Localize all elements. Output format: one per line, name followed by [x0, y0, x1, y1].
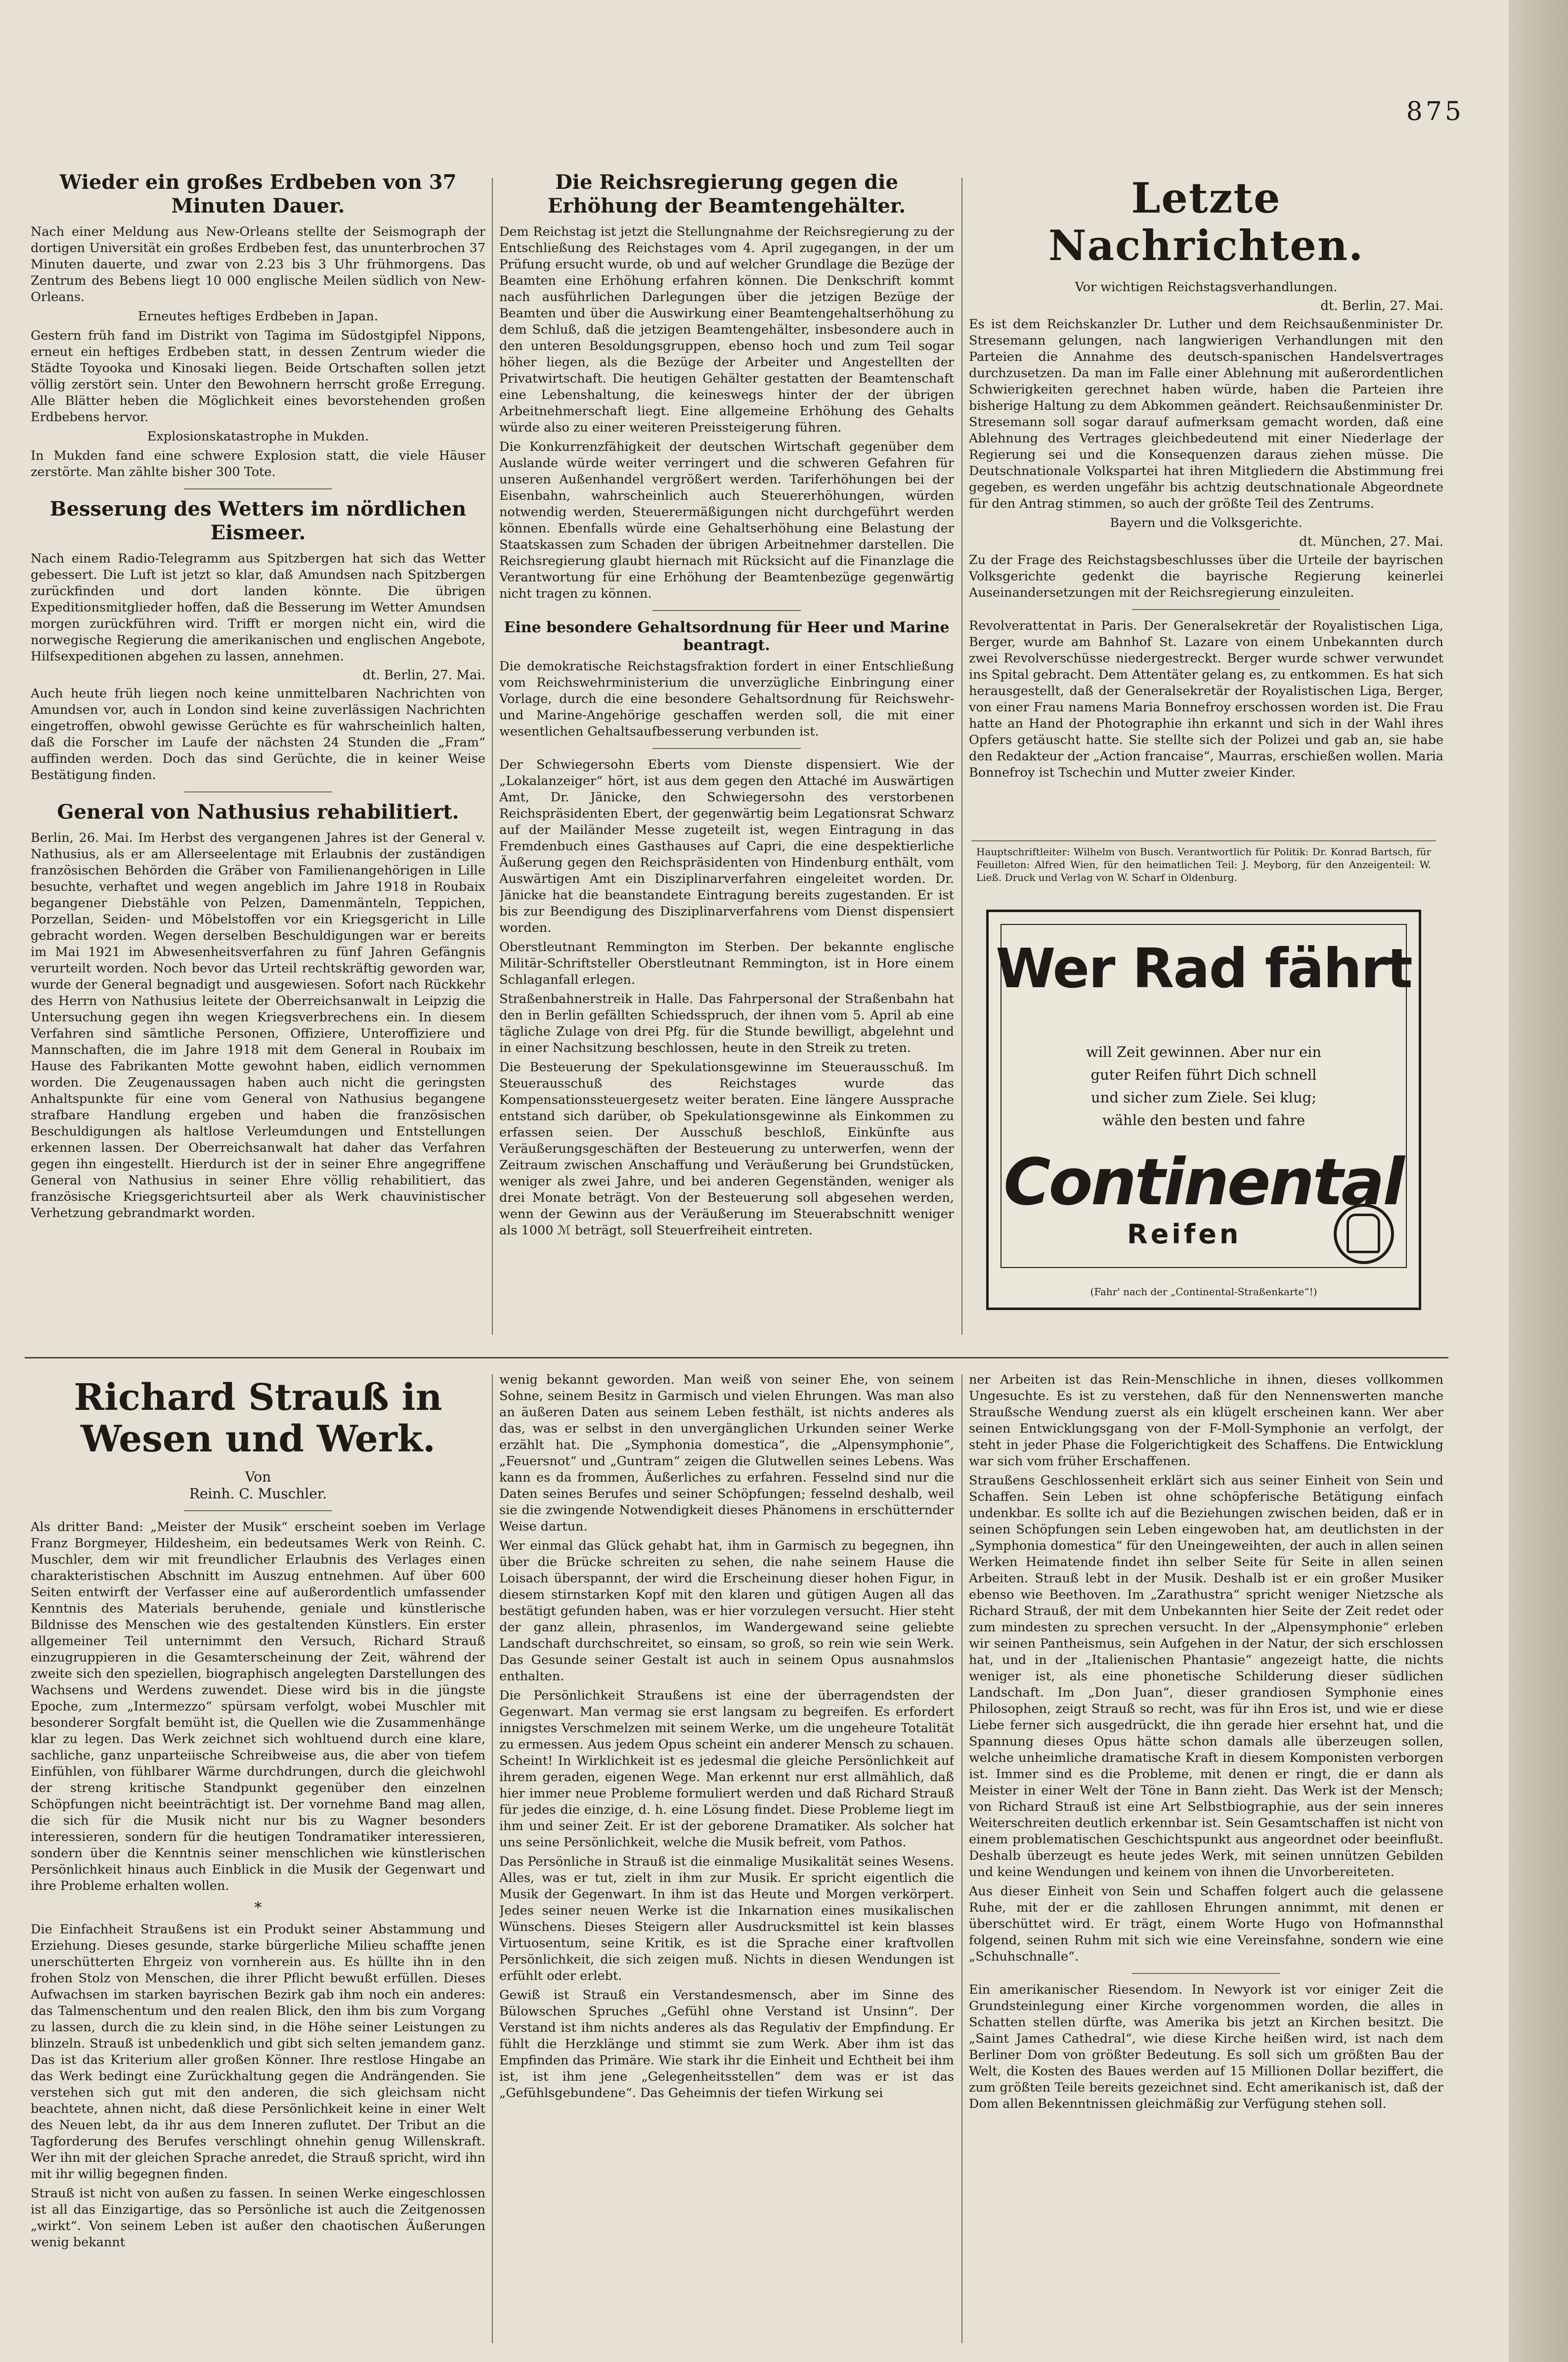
page-edge: [1509, 0, 1568, 2362]
article-text: Straßenbahnerstreik in Halle. Das Fahrpersonal der Straßenbahn hat den in Berlin gefällten Schiedsspruch, der ihnen vom 5. April ab eine tägliche Zulage von drei Pfg. für die Stunde bewilligt, abgelehnt und in einer Nachsitzung beschlossen, heute in den Streik zu treten.: [499, 992, 954, 1055]
article-text: Das Persönliche in Strauß ist die einmalige Musikalität seines Wesens. Alles, was er tut, zielt in ihm zur Musik. Er spricht eigentlich die Musik der Gegenwart. In ihm ist das Heute und Morgen verkörpert. Jedes seiner neuen Werke ist die Inkarnation eines musikalischen Wünschens. Dieses Steigern aller Ausdrucksmittel ist kein blasses Virtuosentum, seine Kritik, es ist die Sprache einer kraftvollen Persönlichkeit, die sich zeigen muß. Nichts in diesen Wendungen ist erfühlt oder erlebt.: [499, 1854, 954, 1983]
article-text: Aus dieser Einheit von Sein und Schaffen folgert auch die gelassene Ruhe, mit der er die zahllosen Ehrungen annimmt, mit denen er überschüttet wird. Er trägt, einem Worte Hugo von Hofmannsthal folgend, seinen Ruhm mit sich wie eine Vereinsfahne, sondern wie eine „Schuhschnalle“.: [969, 1884, 1443, 1964]
ad-body-line: will Zeit gewinnen. Aber nur ein: [1086, 1044, 1322, 1060]
column-rule: [961, 1374, 962, 2343]
article-text: wenig bekannt geworden. Man weiß von seiner Ehe, von seinem Sohne, seinem Besitz in Garmisch und vielen Ehrungen. Was man also an äußeren Daten aus seinem Leben festhält, ist nichts anderes als das, was er selbst in den unvergänglichen Urkunden seiner Werke erzählt hat. Die „Symphonia domestica“, die „Alpensymphonie“, „Feuersnot“ und „Guntram“ zeigen die Glutwellen seines Lebens. Was kann es da frommen, Äußerliches zu erfahren. Fesselnd sind nur die Daten seines Berufes und seiner Schöpfungen; fesselnd deshalb, weil sie die zwingende Notwendigkeit dieses Phänomens in erschütternder Weise dartun.: [499, 1372, 954, 1534]
asterisk-divider: *: [254, 1899, 262, 1917]
page-number: 875: [1406, 97, 1464, 127]
ad-headline: Wer Rad fährt: [996, 937, 1412, 1000]
subheading: Erneutes heftiges Erdbeben in Japan.: [138, 309, 378, 324]
article-text: Die Einfachheit Straußens ist ein Produkt seiner Abstammung und Erziehung. Dieses gesunde, starke bürgerliche Milieu schaffte jenen unerschütterten Ehrgeiz von vornherein aus. Es hüllte ihn in den frohen Stolz von Menschen, die ihrer Pflicht bewußt erfüllen. Dieses Aufwachsen im starken bayrischen Bezirk gab ihm noch ein anderes: das Talmenschentum und den realen Blick, den ihm bis zum Vorgang zu lassen, durch die zu klein sind, in die Höhe seiner Leistungen zu blinzeln. Strauß ist unbedenklich und gibt sich selten jemandem ganz. Das ist das Kriterium aller großen Könner. Ihre restlose Hingabe an das Werk bedingt eine Zurückhaltung gegen die Andrängenden. Sie verstehen sich gut mit den anderen, die sich gleichsam nicht beachtete, ahnen nicht, daß diese Persönlichkeit keine in einer Welt des Neuen lebt, da ihr aus dem Inneren zuflutet. Der Tribut an die Tagforderung des Berufes verschlingt ohnehin genug Willenskraft. Wer ihn mit der gleichen Sprache anredet, die Strauß spricht, wird ihn mit ihr willig begegnen finden.: [31, 1922, 485, 2182]
feuilleton-column-1: [31, 1372, 485, 2351]
ad-body-line: wähle den besten und fahre: [1102, 1112, 1306, 1129]
dateline: dt. Berlin, 27. Mai.: [362, 668, 485, 683]
divider: [184, 488, 332, 489]
ad-brand: Continental: [1003, 1144, 1403, 1220]
headline-gehaltsordnung: Eine besondere Gehaltsordnung für Heer und Marine beantragt.: [504, 619, 950, 654]
article-text: Nach einer Meldung aus New-Orleans stellte der Seismograph der dortigen Universität ein großes Erdbeben fest, das ununterbrochen 37 Minuten dauerte, und zwar von 2.23 bis 3 Uhr frühmorgens. Das Zentrum des Bebens liegt 10 000 englische Meilen südlich von New-Orleans.: [31, 224, 485, 305]
article-text: Gewiß ist Strauß ein Verstandesmensch, aber im Sinne des Bülowschen Spruches „Gefühl ohne Verstand ist Unsinn“. Der Verstand ist ihm nichts anderes als das Regulativ der Empfindung. Er fühlt die Herzklänge und stimmt sie zum Werk. Aber ihm ist das Empfinden das Primäre. Wie stark ihr die Einheit und Echtheit bei ihm ist, ist ihm jene „Gelegenheitsstellen“ dem was er ist das „Gefühlsgebundene“. Das Geheimnis der tiefen Wirkung sei: [499, 1988, 954, 2100]
article-text: ner Arbeiten ist das Rein-Menschliche in ihnen, dieses vollkommen Ungesuchte. Es ist zu verstehen, daß für den Nennenswerten manche Straußsche Wendung zuerst als ein klügelt erscheinen kann. Wer aber seinen Entwicklungsgang von der F-Moll-Symphonie an verfolgt, der steht in jeder Phase die Folgerichtigkeit des Schaffens. Die Entwicklung war sich vom früher Erschaffenen.: [969, 1372, 1443, 1469]
column-rule: [492, 1374, 493, 2343]
headline-earthquake: Wieder ein großes Erdbeben von 37 Minuten Dauer.: [59, 171, 457, 218]
feuilleton-column-2: [499, 1372, 954, 2351]
article-text: Oberstleutnant Remmington im Sterben. Der bekannte englische Militär-Schriftsteller Oberstleutnant Remmington, ist in Hore einem Schlaganfall erlegen.: [499, 940, 954, 987]
ad-product: Reifen: [1127, 1219, 1242, 1250]
section-rule: [25, 1357, 1448, 1358]
divider: [653, 748, 801, 749]
column-rule: [961, 178, 962, 1335]
headline-beamtengehaelter: Die Reichsregierung gegen die Erhöhung der Beamtengehälter.: [547, 171, 906, 218]
article-text: Strauß ist nicht von außen zu fassen. In seinen Werke eingeschlossen ist all das Einzigartige, das so Persönliche ist auch die Zeitgenossen „wirkt“. Von seinem Leben ist außer den chaotischen Äußerungen wenig bekannt: [31, 2186, 485, 2250]
divider: [184, 1510, 332, 1511]
horse-logo-icon: [1334, 1204, 1394, 1264]
article-text: Gestern früh fand im Distrikt von Tagima im Südostgipfel Nippons, erneut ein heftiges Erdbeben statt, in dessen Zentrum wieder die Städte Toyooka und Kinosaki liegen. Beide Ortschaften sollen jetzt völlig zerstört sein. Unter den Bewohnern herrscht große Erregung. Alle Blätter heben die Möglichkeit eines bevorstehenden großen Erdbebens hervor.: [31, 328, 485, 425]
headline-weather: Besserung des Wetters im nördlichen Eismeer.: [49, 497, 467, 544]
subheading: Bayern und die Volksgerichte.: [1110, 516, 1303, 530]
headline-letzte-nachrichten: Letzte Nachrichten.: [1048, 174, 1364, 270]
article-text: Die Persönlichkeit Straußens ist eine der überragendsten der Gegenwart. Man vermag sie erst langsam zu begreifen. Es erfordert innigstes Verschmelzen mit seinem Werke, um die ungeheure Totalität zu ermessen. Aus jedem Opus scheint ein anderer Mensch zu schauen. Scheint! In Wirklichkeit ist es jedesmal die gleiche Persönlichkeit auf ihrem geraden, eigenen Wege. Man erkennt nur erst allmählich, daß hier immer neue Probleme formuliert werden und daß Richard Strauß für jedes die einzige, d. h. eine Lösung findet. Diese Probleme liegt im ihm und seiner Zeit. Er ist der geborene Dramatiker. Als solcher hat uns seine Persönlichkeit, welche die Musik befreit, vom Pathos.: [499, 1688, 954, 1850]
dateline: dt. Berlin, 27. Mai.: [1320, 299, 1443, 313]
divider: [1132, 609, 1280, 610]
article-text: Der Schwiegersohn Eberts vom Dienste dispensiert. Wie der „Lokalanzeiger“ hört, ist aus dem gegen den Attaché im Auswärtigen Amt, Dr. Jänicke, den Schwiegersohn des verstorbenen Reichspräsidenten Ebert, der gegenwärtig beim Legationsrat Schwarz auf der Mailänder Messe zugeteilt ist, wegen Eintragung in das Fremdenbuch eines Gasthauses auf Capri, die eine despektierliche Äußerung gegen den Reichspräsidenten von Hindenburg enthält, vom Auswärtigen Amt ein Disziplinarverfahren eingeleitet worden. Dr. Jänicke hat die beanstandete Eintragung bereits zugestanden. Er ist bis zur Beendigung des Disziplinarverfahrens vom Dienst dispensiert worden.: [499, 757, 954, 935]
column-2: [499, 171, 954, 1337]
feuilleton-column-3: [969, 1372, 1443, 2351]
article-text: Die demokratische Reichstagsfraktion fordert in einer Entschließung vom Reichswehrministerium die unverzügliche Einbringung einer Vorlage, durch die eine besondere Gehaltsordnung für Reichswehr- und Marine-Angehörige geschaffen werden soll, die mit einer wesentlichen Gehaltsaufbesserung verbunden ist.: [499, 659, 954, 739]
article-text: In Mukden fand eine schwere Explosion statt, die viele Häuser zerstörte. Man zählte bisher 300 Tote.: [31, 448, 485, 480]
feuilleton-title: Richard Strauß in Wesen und Werk.: [74, 1376, 442, 1460]
imprint: Hauptschriftleiter: Wilhelm von Busch. Verantwortlich für Politik: Dr. Konrad Bartsch, für Feuilleton: Alfred Wien, für den heimatlichen Teil: J. Meyborg, für den Anzeigenteil: W. Ließ. Druck und Verlag von W. Scharf in Oldenburg.: [976, 846, 1431, 883]
article-text: Auch heute früh liegen noch keine unmittelbaren Nachrichten von Amundsen vor, auch in London sind keine zuverlässigen Nachrichten eingetroffen, obwohl gewisse Gerüchte es für wahrscheinlich halten, daß die Forscher im Laufe der nächsten 24 Stunden die „Fram“ auffinden werden. Doch das sind Gerüchte, die in keiner Weise Bestätigung finden.: [31, 686, 485, 783]
ad-body-line: und sicher zum Ziele. Sei klug;: [1091, 1089, 1316, 1106]
byline-von: Von: [245, 1469, 271, 1485]
article-text: Als dritter Band: „Meister der Musik“ erscheint soeben im Verlage Franz Borgmeyer, Hildesheim, ein bedeutsames Werk von Reinh. C. Muschler, dem wir mit freundlicher Erlaubnis des Verlages einen charakteristischen Abschnitt im Auszug entnehmen. Auf über 600 Seiten entwirft der Verfasser eine auf außerordentlich umfassender Kenntnis des Materials beruhende, geniale und künstlerische Bildnisse des Menschen wie des gestaltenden Künstlers. Ein erster allgemeiner Teil unternimmt den Versuch, Richard Strauß einzugruppieren in die Gesamterscheinung der Zeit, während der zweite sich den speziellen, biographisch angelegten Darstellungen des Wachsens und Werdens zuwendet. Diese wird bis in die jüngste Epoche, zum „Intermezzo“ spürsam verfolgt, wobei Muschler mit besonderer Sorgfalt bemüht ist, die Quellen wie die Zusammenhänge klar zu legen. Das Werk zeichnet sich wohltuend durch eine klare, sachliche, ganz unparteiische Schreibweise aus, die aber von tiefem Einfühlen, von fühlbarer Wärme durchdrungen, durch die gleichwohl der streng kritische Standpunkt gegenüber den einzelnen Schöpfungen nicht beeinträchtigt ist. Der vornehme Band mag allen, die sich für die Musik nicht nur bis zu Wagner besonders interessieren, sondern für die heutigen Tondramatiker interessieren, sondern über die Kenntnis seiner menschlichen wie künstlerischen Persönlichkeit hinaus auch Einblick in die Musik der Gegenwart und ihre Probleme erhalten wollen.: [31, 1520, 485, 1893]
article-text: Die Besteuerung der Spekulationsgewinne im Steuerausschuß. Im Steuerausschuß des Reichstages wurde das Kompensationssteuergesetz weiter beraten. Eine längere Aussprache entstand sich darüber, ob Spekulationsgewinne als Einkommen zu erfassen seien. Der Ausschuß beschloß, Einkünfte aus Veräußerungsgeschäften der Besteuerung zu unterwerfen, wenn der Zeitraum zwischen Anschaffung und Veräußerung bei Grundstücken, weniger als zwei Jahre, und bei anderen Gegenständen, weniger als drei Monate beträgt. Von der Besteuerung soll abgesehen werden, wenn der Gewinn aus der Veräußerung im Steuerabschnitt weniger als 1000 ℳ beträgt, soll Steuerfreiheit eintreten.: [499, 1060, 954, 1238]
article-text: Straußens Geschlossenheit erklärt sich aus seiner Einheit von Sein und Schaffen. Sein Leben ist ohne schöpferische Betätigung einfach undenkbar. Es sollte ich auf die Beziehungen zwischen beiden, daß er in seinen Schöpfungen sein Leben eingewoben hat, am deutlichsten in der „Symphonia domestica“ für den Uneingeweihten, der auch in allen seinen Werken Heimatende findet ihn selber Seite für Seite in allen seinen Arbeiten. Strauß lebt in der Musik. Deshalb ist er ein großer Musiker ebenso wie Beethoven. Im „Zarathustra“ spricht weniger Nietzsche als Richard Strauß, der mit dem Unbekannten hier Seite der Zeit redet oder zum mindesten zu sprechen versucht. In der „Alpensymphonie“ erleben wir seinen Pantheismus, sein Aufgehen in der Natur, der sich erschlossen hat, und in der „Italienischen Phantasie“ angezeigt hatte, die nichts weniger ist, als eine phonetische Schilderung dieser südlichen Landschaft. Im „Don Juan“, dieser grandiosen Symphonie eines Philosophen, zeigt Strauß so recht, was für ihn Eros ist, und wie er diese Liebe ferner sich ausgedrückt, die ihn gerade hier ersehnt hat, und die Spannung dieses Opus hätte schon damals alle überzeugen sollen, welche unheimliche dramatische Kraft in diesem Komponisten verborgen ist. Immer sind es die Probleme, mit denen er ringt, die er dann als Meister in einer Welt der Töne in Bann zieht. Das Werk ist der Mensch; von Richard Strauß ist eine Art Selbstbiographie, aus der sein inneres Weiterschreiten deutlich erkennbar ist. Sein Gesamtschaffen ist nicht von einem problematischen Geschichtspunkt aus angeordnet oder beeinflußt. Deshalb überzeugt es heute jedes Werk, mit seinen unnützen Gebilden und keine Wendungen und keinem von ihnen die Unvorbereiteten.: [969, 1473, 1443, 1880]
headline-nathusius: General von Nathusius rehabilitiert.: [57, 800, 459, 824]
continental-advertisement: [986, 910, 1421, 1310]
article-text: Dem Reichstag ist jetzt die Stellungnahme der Reichsregierung zu der Entschließung des Reichstages vom 4. April zugegangen, in der um Prüfung ersucht wurde, ob und auf welcher Grundlage die Bezüge der Beamten eine Erhöhung erfahren können. Die Denkschrift kommt nach ausführlichen Darlegungen über die jetzigen Bezüge der Beamten und über die Auswirkung einer Beamtengehaltserhöhung zu dem Schluß, daß die jetzigen Beamtengehälter, insbesondere auch in den unteren Besoldungsgruppen, ebenso hoch und zum Teil sogar höher liegen, als die Bezüge der Arbeiter und Angestellten der Privatwirtschaft. Die heutigen Gehälter gestatten der Beamtenschaft eine Lebenshaltung, die keineswegs hinter der der übrigen Arbeitnehmerschaft liegt. Eine allgemeine Erhöhung des Gehalts würde also zu einer weiteren Preissteigerung führen.: [499, 224, 954, 435]
divider: [653, 610, 801, 611]
subheading: Explosionskatastrophe in Mukden.: [147, 429, 369, 444]
article-text: Wer einmal das Glück gehabt hat, ihm in Garmisch zu begegnen, ihn über die Brücke schreiten zu sehen, die nahe seinem Hause die Loisach überspannt, der wird die Erscheinung dieser hohen Figur, in diesem stirnstarken Kopf mit den klaren und gütigen Augen all das bestätigt gefunden haben, was er hier vorzulegen versucht. Hier steht der ganz allein, phrasenlos, im Wandergewand seine geliebte Landschaft durchschreitet, so einsam, so groß, so rein wie sein Werk. Das Gesunde seiner Gestalt ist auch in seinem Opus ausnahmslos enthalten.: [499, 1538, 954, 1684]
column-rule: [492, 178, 493, 1335]
ad-body: [989, 1041, 1419, 1132]
article-text: Nach einem Radio-Telegramm aus Spitzbergen hat sich das Wetter gebessert. Die Luft ist jetzt so klar, daß Amundsen nach Spitzbergen zurückfinden und dort landen könnte. Die übrigen Expeditionsmitglieder hoffen, daß die Besserung im Wetter Amundsen morgen zurückführen wird. Trifft er morgen nicht ein, wird die norwegische Regierung die amerikanischen und englischen Angebote, Hilfsexpeditionen abgehen zu lassen, annehmen.: [31, 551, 485, 664]
article-text: Die Konkurrenzfähigkeit der deutschen Wirtschaft gegenüber dem Auslande würde weiter verringert und die schweren Gefahren für unseren Außenhandel vergrößert werden. Tariferhöhungen bei der Eisenbahn, wahrscheinlich auch Steuererhöhungen, würden notwendig werden, Steuerermäßigungen nicht durchgeführt werden können. Ebenfalls würde eine Gehaltserhöhung eine Belastung der Staatskassen zum Schaden der übrigen Arbeitnehmer darstellen. Die Reichsregierung glaubt hiernach mit Rücksicht auf die Finanzlage die Verantwortung für eine Erhöhung der Beamtenbezüge gegenwärtig nicht tragen zu können.: [499, 439, 954, 601]
article-text: Ein amerikanischer Riesendom. In Newyork ist vor einiger Zeit die Grundsteinlegung einer Kirche vorgenommen worden, die alles in Schatten stellen dürfte, was Amerika bis jetzt an Kirchen besitzt. Die „Saint James Cathedral“, wie diese Kirche heißen wird, ist nach dem Berliner Dom von größter Bedeutung. Es soll sich um größten Bau der Welt, die Kosten des Baues werden auf 15 Millionen Dollar beziffert, die zum größten Teile bereits gezeichnet sind. Echt amerikanisch ist, daß der Dom allen Bekenntnissen gleichmäßig zur Verfügung stehen soll.: [969, 1982, 1443, 2111]
dateline: dt. München, 27. Mai.: [1299, 534, 1443, 549]
byline-author: Reinh. C. Muschler.: [189, 1486, 327, 1502]
article-text: Revolverattentat in Paris. Der Generalsekretär der Royalistischen Liga, Berger, wurde am Bahnhof St. Lazare von einem Unbekannten durch zwei Revolverschüsse niedergestreckt. Berger wurde schwer verwundet ins Spital gebracht. Dem Attentäter gelang es, zu entkommen. Es hat sich herausgestellt, daß der Generalsekretär der Royalistischen Liga, Berger, von einer Frau namens Maria Bonnefroy erschossen worden ist. Die Frau hatte an Hand der Photographie ihn erkannt und sich in der Wahl ihres Opfers getäuscht hatte. Sie stellte sich der Polizei und gab an, sie habe den Redakteur der „Action francaise“, Maurras, erschießen wollen. Maria Bonnefroy ist Tschechin und Mutter zweier Kinder.: [969, 618, 1443, 780]
imprint-rule: [971, 840, 1436, 841]
article-text: Es ist dem Reichskanzler Dr. Luther und dem Reichsaußenminister Dr. Stresemann gelungen, nach langwierigen Verhandlungen mit den Parteien die Annahme des deutsch-spanischen Handelsvertrages durchzusetzen. Da man im Falle einer Ablehnung mit außerordentlichen Schwierigkeiten gerechnet haben würde, haben die Parteien ihre bisherige Haltung zu dem Abkommen geändert. Reichsaußenminister Dr. Stresemann soll sogar darauf aufmerksam gemacht worden, daß eine Ablehnung des Vertrages gleichbedeutend mit einer Niederlage der Regierung sei und die Konsequenzen daraus ziehen müsse. Die Deutschnationale Volkspartei hat ihren Mitgliedern die Abstimmung frei gegeben, es werden ungefähr bis achtzig deutschnationale Abgeordnete für den Antrag stimmen, so auch der größte Teil des Zentrums.: [969, 317, 1443, 511]
article-text: Berlin, 26. Mai. Im Herbst des vergangenen Jahres ist der General v. Nathusius, als er am Allerseelentage mit Erlaubnis der zuständigen französischen Behörden die Gräber von Familienangehörigen in Lille besuchte, verhaftet und wegen angeblich im Jahre 1918 in Roubaix begangener Diebstähle von Pelzen, Damenmänteln, Teppichen, Porzellan, Seiden- und Möbelstoffen vor ein Kriegsgericht in Lille gebracht worden. Wegen derselben Beschuldigungen war er bereits im Mai 1921 im Abwesenheitsverfahren zu fünf Jahren Gefängnis verurteilt worden. Noch bevor das Urteil rechtskräftig geworden war, wurde der General begnadigt und ausgewiesen. Sofort nach Rückkehr des Herrn von Nathusius leitete der Oberreichsanwalt in Leipzig die Untersuchung gegen ihn wegen Kriegsverbrechens ein. In diesem Verfahren sind sämtliche Personen, Offiziere, Unteroffiziere und Mannschaften, die im Jahre 1918 mit dem General in Roubaix im Hause des Fabrikanten Motte gewohnt haben, eidlich vernommen worden. Die Zeugenaussagen haben auch nicht die geringsten Anhaltspunkte für eine vom General von Nathusius begangene strafbare Handlung ergeben und haben die französischen Beschuldigungen als haltlose Verleumdungen und Entstellungen erkennen lassen. Der Oberreichsanwalt hat daher das Verfahren gegen ihn eingestellt. Hierdurch ist der in seiner Ehre angegriffene General von Nathusius in seiner Ehre völlig rehabilitiert, das französische Kriegsgerichtsurteil aber als Werk chauvinistischer Verhetzung gebrandmarkt worden.: [31, 831, 485, 1221]
subheading: Vor wichtigen Reichstagsverhandlungen.: [1075, 280, 1338, 295]
divider: [184, 791, 332, 792]
divider: [1132, 1973, 1280, 1974]
column-1: [31, 171, 485, 1337]
article-text: Zu der Frage des Reichstagsbeschlusses über die Urteile der bayrischen Volksgerichte gedenkt die bayrische Regierung keinerlei Auseinandersetzungen mit der Reichsregierung einzuleiten.: [969, 553, 1443, 600]
ad-body-line: guter Reifen führt Dich schnell: [1090, 1066, 1317, 1083]
column-3: [969, 171, 1443, 882]
ad-footer: (Fahr' nach der „Continental-Straßenkarte“!): [1090, 1286, 1317, 1298]
